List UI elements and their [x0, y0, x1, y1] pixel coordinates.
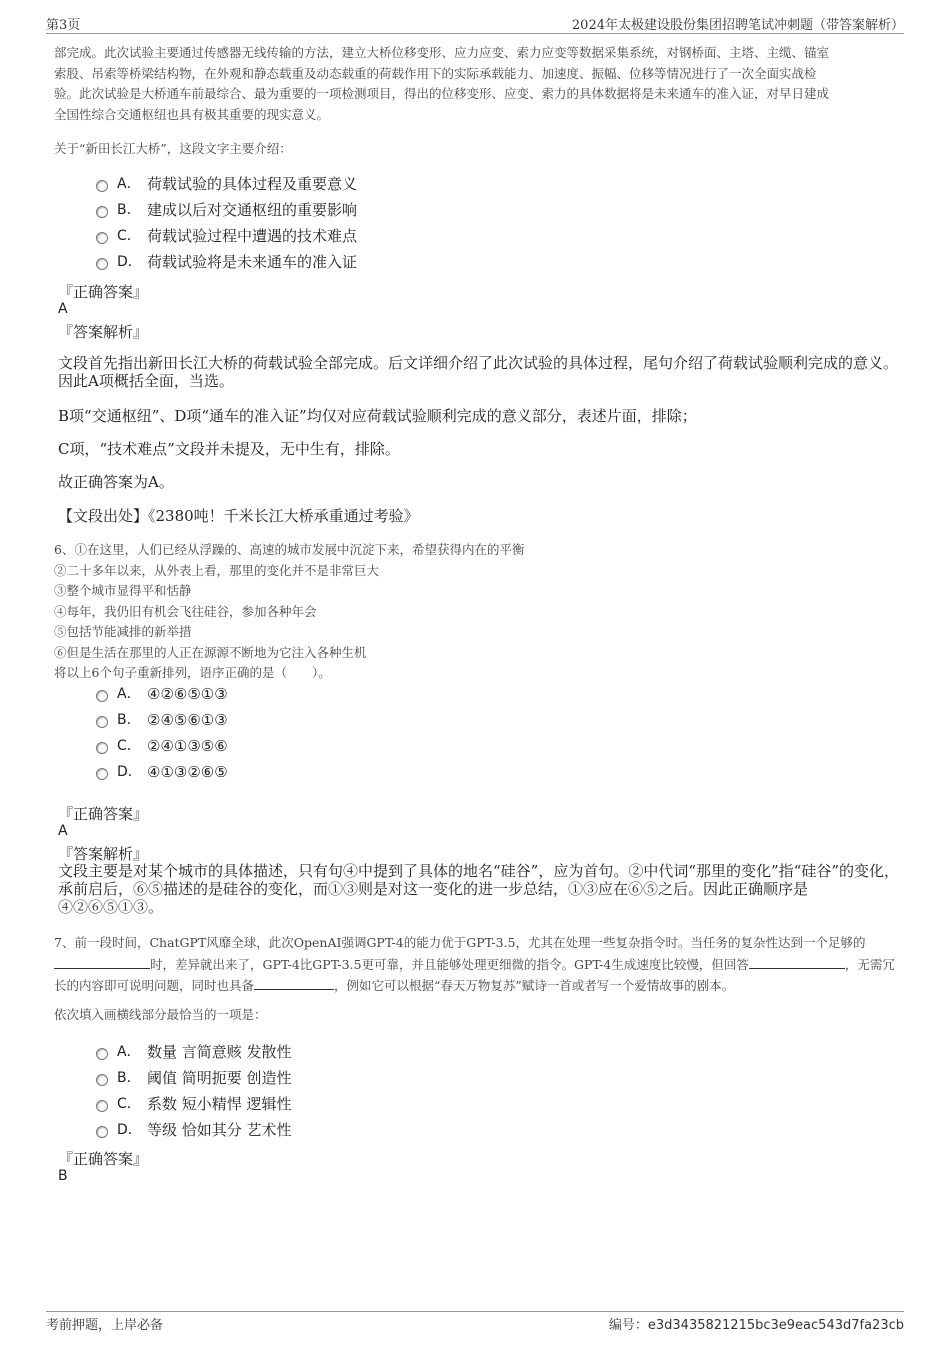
- radio-icon[interactable]: [96, 768, 108, 780]
- option-letter: C．: [117, 738, 141, 754]
- footer-divider: [46, 1311, 904, 1312]
- q6-options: [96, 681, 796, 785]
- option-b[interactable]: [96, 707, 796, 733]
- option-text: ②④⑤⑥①③: [147, 711, 228, 729]
- option-c[interactable]: [96, 1091, 796, 1117]
- option-d[interactable]: [96, 1117, 796, 1143]
- document-code: [609, 1314, 904, 1333]
- option-c[interactable]: [96, 223, 796, 249]
- analysis-paragraph: 文段首先指出新田长江大桥的荷载试验全部完成。后文详细介绍了此次试验的具体过程，尾句介绍了荷载试验顺利完成的意义。因此A项概括全面，当选。: [58, 354, 899, 390]
- correct-answer-label: 『正确答案』: [58, 283, 149, 301]
- option-a[interactable]: [96, 681, 796, 707]
- question-line: ②二十多年以来，从外表上看，那里的变化并不是非常巨大: [54, 562, 380, 578]
- correct-answer-label: 『正确答案』: [58, 805, 149, 823]
- header-divider: [46, 33, 904, 34]
- radio-icon[interactable]: [96, 258, 108, 270]
- q7-options: [96, 1039, 796, 1143]
- option-text: ④①③②⑥⑤: [147, 763, 228, 781]
- analysis-label: 『答案解析』: [58, 323, 149, 341]
- question-text: ，例如它可以根据“春天万物复苏”赋诗一首或者写一个爱情故事的剧本。: [334, 978, 735, 993]
- q6-stem: [54, 540, 900, 684]
- option-text: 荷载试验的具体过程及重要意义: [147, 175, 358, 193]
- option-text: 荷载试验过程中遭遇的技术难点: [147, 227, 358, 245]
- radio-icon[interactable]: [96, 232, 108, 244]
- question-text: ，无需冗长的内容即可说明问题，同时也具备: [54, 956, 895, 993]
- fill-blank: [749, 954, 845, 969]
- option-text: 系数 短小精悍 逻辑性: [147, 1095, 292, 1113]
- analysis-paragraph: 文段主要是对某个城市的具体描述，只有句④中提到了具体的地名“硅谷”，应为首句。②中代词“那里的变化”指“硅谷”的变化，承前启后，⑥⑤描述的是硅谷的变化，而①③则是对这一变化的进一步总结，①③应在⑥⑤之后。因此正确顺序是④②⑥⑤①③。: [58, 862, 900, 916]
- correct-answer-value: A: [58, 823, 68, 839]
- analysis-paragraph: 故正确答案为A。: [58, 473, 174, 491]
- option-d[interactable]: [96, 759, 796, 785]
- passage-line: 部完成。此次试验主要通过传感器无线传输的方法，建立大桥位移变形、应力应变、索力应变等数据采集系统，对钢桥面、主塔、主缆、锚室: [54, 45, 830, 60]
- radio-icon[interactable]: [96, 742, 108, 754]
- code-label: 编号：: [608, 1318, 648, 1333]
- option-letter: C．: [117, 228, 141, 244]
- option-b[interactable]: [96, 197, 796, 223]
- option-letter: A．: [117, 1044, 141, 1060]
- option-text: 数量 言简意赅 发散性: [147, 1043, 292, 1061]
- radio-icon[interactable]: [96, 716, 108, 728]
- passage-line: 索股、吊索等桥梁结构物，在外观和静态载重及动态载重的荷载作用下的实际承载能力、加速度、振幅、位移等情况进行了一次全面实战检: [54, 65, 817, 81]
- radio-icon[interactable]: [96, 1074, 108, 1086]
- analysis-label: 『答案解析』: [58, 845, 149, 863]
- question-line: ③整个城市显得平和恬静: [54, 583, 192, 598]
- option-c[interactable]: [96, 733, 796, 759]
- option-text: ②④①③⑤⑥: [147, 737, 228, 755]
- option-d[interactable]: [96, 249, 796, 275]
- passage-line: 全国性综合交通枢纽也具有极其重要的现实意义。: [54, 106, 330, 122]
- correct-answer-value: B: [58, 1168, 68, 1184]
- code-value: e3d3435821215bc3e9eac543d7fa23cb: [647, 1318, 904, 1333]
- option-text: ④②⑥⑤①③: [147, 685, 228, 703]
- correct-answer-value: A: [58, 301, 68, 317]
- option-letter: A．: [117, 686, 141, 702]
- source-citation: 【文段出处】《2380吨！千米长江大桥承重通过考验》: [58, 507, 419, 525]
- fill-blank: [254, 975, 334, 990]
- question-line: ④每年，我仍旧有机会飞往硅谷，参加各种年会: [54, 603, 317, 619]
- option-b[interactable]: [96, 1065, 796, 1091]
- document-title: 2024年太极建设股份集团招聘笔试冲刺题（带答案解析）: [571, 18, 904, 33]
- question-line: 6、①在这里，人们已经从浮躁的、高速的城市发展中沉淀下来，希望获得内在的平衡: [54, 542, 525, 557]
- radio-icon[interactable]: [96, 206, 108, 218]
- option-text: 等级 恰如其分 艺术性: [147, 1121, 292, 1139]
- analysis-paragraph: B项“交通枢纽”、D项“通车的准入证”均仅对应荷载试验顺利完成的意义部分，表述片面，排除；: [58, 407, 697, 425]
- option-letter: B．: [117, 202, 141, 218]
- question-text: 时，差异就出来了，GPT-4比GPT-3.5更可靠，并且能够处理更细微的指令。GPT-4生成速度比较慢，但回答: [150, 956, 749, 972]
- radio-icon[interactable]: [96, 180, 108, 192]
- question-line: 将以上6个句子重新排列，语序正确的是（ ）。: [54, 665, 331, 680]
- footer-slogan: 考前押题，上岸必备: [46, 1318, 164, 1333]
- page-number: 第3页: [46, 18, 81, 33]
- question-line: ⑤包括节能减排的新举措: [54, 624, 192, 639]
- q5-passage: [54, 43, 900, 125]
- radio-icon[interactable]: [96, 1100, 108, 1112]
- radio-icon[interactable]: [96, 690, 108, 702]
- option-letter: D．: [117, 764, 142, 780]
- fill-blank: [54, 954, 150, 969]
- analysis-paragraph: C项，“技术难点”文段并未提及，无中生有，排除。: [58, 440, 400, 458]
- question-line: ⑥但是生活在那里的人正在源源不断地为它注入各种生机: [54, 644, 367, 660]
- q5-options: [96, 171, 796, 275]
- option-text: 建成以后对交通枢纽的重要影响: [147, 201, 358, 219]
- q7-stem: [54, 933, 900, 997]
- radio-icon[interactable]: [96, 1126, 108, 1138]
- option-letter: A．: [117, 176, 141, 192]
- question-text: 7、前一段时间，ChatGPT风靡全球，此次OpenAI强调GPT-4的能力优于GPT-3.5，尤其在处理一些复杂指令时。当任务的复杂性达到一个足够的: [54, 935, 866, 950]
- option-a[interactable]: [96, 171, 796, 197]
- option-text: 阈值 简明扼要 创造性: [147, 1069, 292, 1087]
- passage-line: 验。此次试验是大桥通车前最综合、最为重要的一项检测项目，得出的位移变形、应变、索力的具体数据将是未来通车的准入证，对早日建成: [54, 86, 830, 101]
- q7-instruction: 依次填入画横线部分最恰当的一项是：: [54, 1007, 267, 1022]
- option-text: 荷载试验将是未来通车的准入证: [147, 253, 358, 271]
- radio-icon[interactable]: [96, 1048, 108, 1060]
- option-letter: C．: [117, 1096, 141, 1112]
- option-letter: D．: [117, 254, 142, 270]
- option-a[interactable]: [96, 1039, 796, 1065]
- correct-answer-label: 『正确答案』: [58, 1150, 149, 1168]
- option-letter: B．: [117, 1070, 141, 1086]
- option-letter: D．: [117, 1122, 142, 1138]
- option-letter: B．: [117, 712, 141, 728]
- q5-stem: 关于“新田长江大桥”，这段文字主要介绍：: [54, 141, 292, 156]
